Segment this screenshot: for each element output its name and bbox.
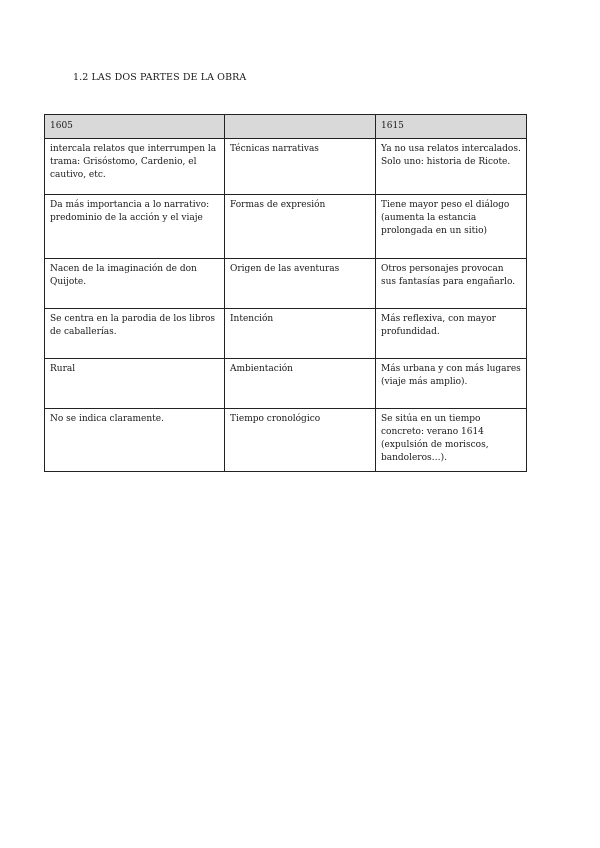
cell-1605: Nacen de la imaginación de don Quijote.	[45, 259, 225, 309]
cell-aspect: Tiempo cronológico	[225, 409, 376, 472]
table-row	[45, 359, 527, 409]
header-cell-1605: 1605	[45, 115, 225, 139]
cell-aspect: Formas de expresión	[225, 195, 376, 259]
table-row	[45, 195, 527, 259]
cell-1605: intercala relatos que interrumpen la trama: Grisóstomo, Cardenio, el cautivo, etc.	[45, 139, 225, 195]
section-heading: 1.2 LAS DOS PARTES DE LA OBRA	[73, 72, 247, 83]
cell-aspect: Intención	[225, 309, 376, 359]
comparison-table	[44, 114, 527, 472]
cell-1605: Se centra en la parodia de los libros de caballerías.	[45, 309, 225, 359]
cell-1605: Rural	[45, 359, 225, 409]
table-row	[45, 259, 527, 309]
table-header-row	[45, 115, 527, 139]
cell-1615: Más reflexiva, con mayor profundidad.	[376, 309, 527, 359]
cell-1615: Se sitúa en un tiempo concreto: verano 1614 (expulsión de moriscos, bandoleros…).	[376, 409, 527, 472]
cell-aspect: Origen de las aventuras	[225, 259, 376, 309]
cell-1605: No se indica claramente.	[45, 409, 225, 472]
cell-aspect: Ambientación	[225, 359, 376, 409]
cell-1615: Más urbana y con más lugares (viaje más amplio).	[376, 359, 527, 409]
cell-aspect: Técnicas narrativas	[225, 139, 376, 195]
cell-1615: Ya no usa relatos intercalados. Solo uno: historia de Ricote.	[376, 139, 527, 195]
cell-1615: Otros personajes provocan sus fantasías para engañarlo.	[376, 259, 527, 309]
cell-1605: Da más importancia a lo narrativo: predominio de la acción y el viaje	[45, 195, 225, 259]
table-row	[45, 409, 527, 472]
cell-1615: Tiene mayor peso el diálogo (aumenta la estancia prolongada en un sitio)	[376, 195, 527, 259]
header-cell-aspect	[225, 115, 376, 139]
table-row	[45, 309, 527, 359]
table-row	[45, 139, 527, 195]
header-cell-1615: 1615	[376, 115, 527, 139]
